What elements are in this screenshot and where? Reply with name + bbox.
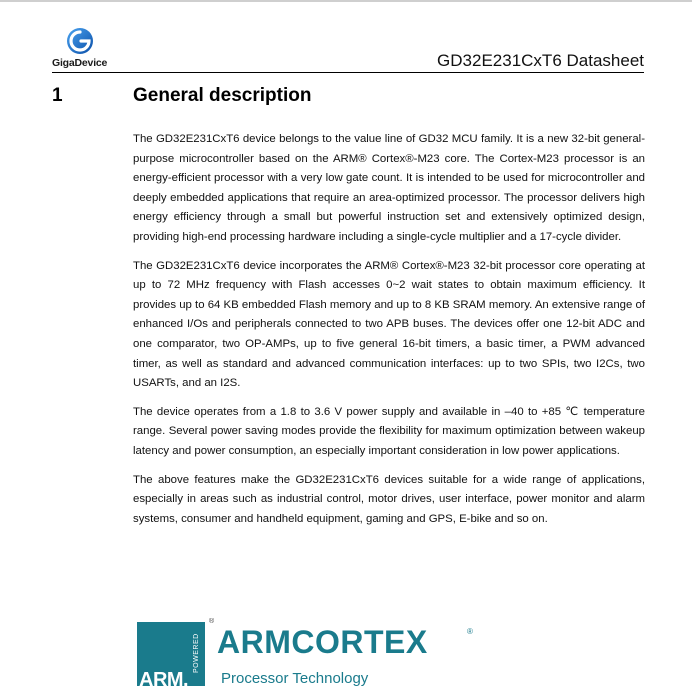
arm-registered-mark: ® bbox=[467, 627, 473, 636]
arm-tile bbox=[137, 622, 205, 686]
logo-text: GigaDevice bbox=[52, 57, 108, 69]
arm-cortex-logo bbox=[137, 618, 477, 686]
arm-powered-label: POWERED bbox=[193, 633, 200, 673]
body-text bbox=[133, 130, 645, 538]
header-divider bbox=[52, 72, 644, 73]
gigadevice-logo-icon bbox=[65, 26, 95, 56]
section-number: 1 bbox=[52, 85, 63, 106]
arm-tile-word: ARM. bbox=[139, 669, 189, 686]
document-title: GD32E231CxT6 Datasheet bbox=[437, 51, 644, 70]
arm-logo-subtitle: Processor Technology bbox=[221, 670, 369, 686]
arm-cortex-wordmark: ARMCORTEX bbox=[217, 624, 428, 660]
paragraph: The above features make the GD32E231CxT6 devices suitable for a wide range of applications, especially in areas such as industrial control, motor drives, user interface, power monitor and alarm systems, consumer and handheld equipment, gaming and GPS, E-bike and so on. bbox=[133, 473, 645, 525]
page-top-border bbox=[0, 0, 692, 2]
section-title: General description bbox=[133, 85, 312, 106]
paragraph: The GD32E231CxT6 device belongs to the value line of GD32 MCU family. It is a new 32-bit general-purpose microcontroller based on the ARM® Cortex®-M23 core. The Cortex-M23 processor is an energy-efficient processor with a very low gate count. It is intended to be used for microcontroller and deeply embedded applications that require an area-optimized processor. The processor delivers high energy efficiency through a small but powerful instruction set and extensively optimized design, providing high-end processing hardware including a single-cycle multiplier and a 17-cycle divider. bbox=[133, 133, 645, 243]
arm-tile-registered-mark: ® bbox=[209, 618, 215, 625]
gigadevice-logo bbox=[52, 26, 122, 71]
paragraph: The GD32E231CxT6 device incorporates the ARM® Cortex®-M23 32-bit processor core operating at up to 72 MHz frequency with Flash accesses 0~2 wait states to obtain maximum efficiency. It provides up to 64 KB embedded Flash memory and up to 8 KB SRAM memory. An extensive range of enhanced I/Os and peripherals connected to two APB buses. The devices offer one 12-bit ADC and one comparator, two OP-AMPs, up to five general 16-bit timers, a basic timer, a PWM advanced timer, as well as standard and advanced communication interfaces: up to two SPIs, two I2Cs, two USARTs, and an I2S. bbox=[133, 259, 645, 390]
paragraph: The device operates from a 1.8 to 3.6 V power supply and available in –40 to +85 ℃ temperature range. Several power saving modes provide the flexibility for maximum optimization between wakeup latency and power consumption, an especially important consideration in low power applications. bbox=[133, 405, 645, 457]
page-header bbox=[52, 26, 644, 74]
